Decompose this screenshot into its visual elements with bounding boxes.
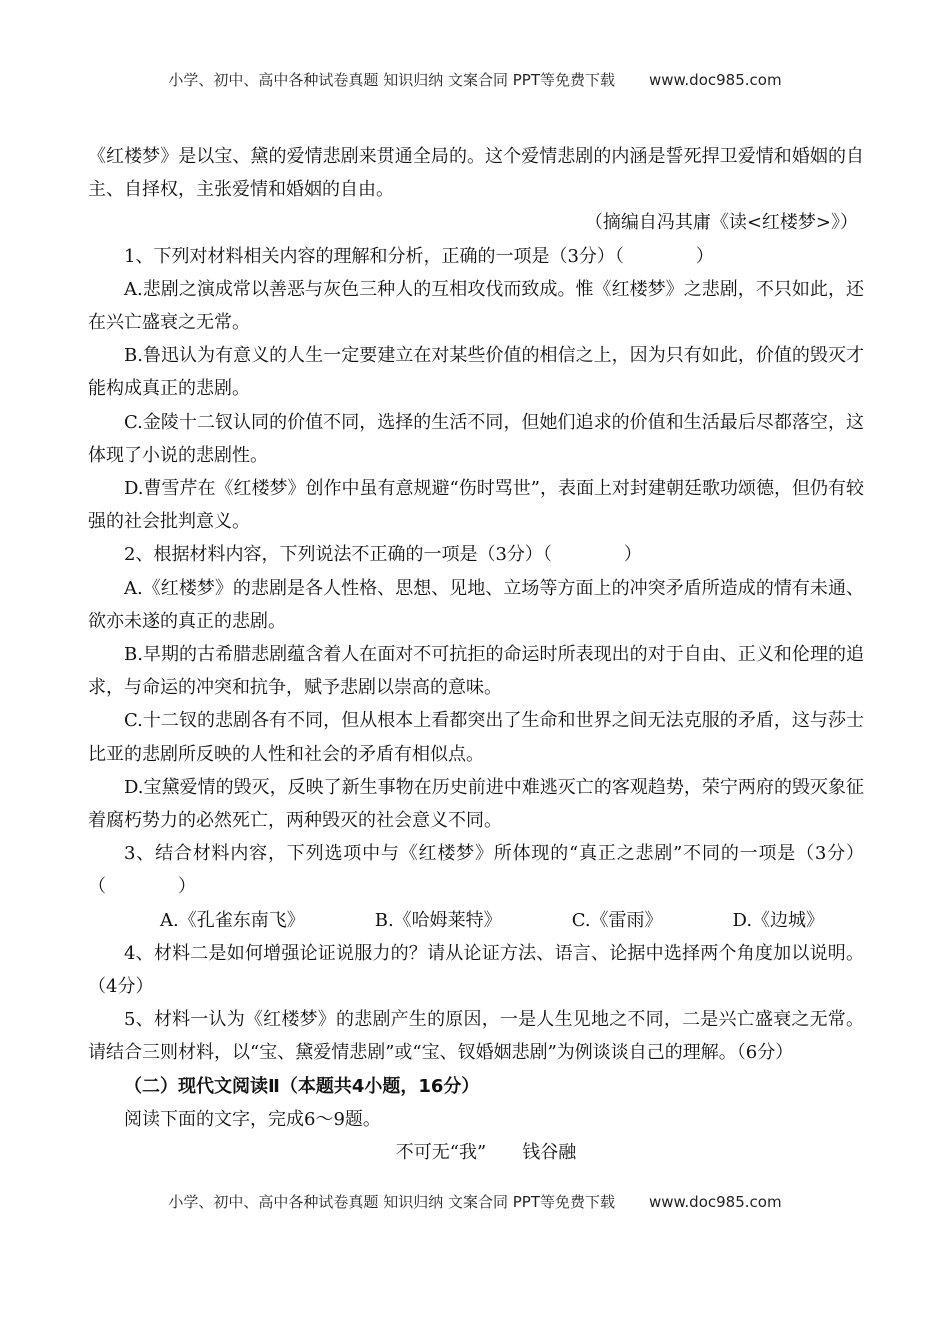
q1-option-c: C.金陵十二钗认同的价值不同，选择的生活不同，但她们追求的价值和生活最后尽都落空，这体现了小说的悲剧性。	[88, 411, 864, 466]
section-title: （二）现代文阅读Ⅱ（本题共4小题，16分）	[124, 1075, 480, 1097]
q2-option-d: D.宝黛爱情的毁灭，反映了新生事物在历史前进中难逃灭亡的客观趋势，荣宁两府的毁灭象征着腐朽势力的必然死亡，两种毁灭的社会意义不同。	[88, 776, 864, 832]
q2-option-b: B.早期的古希腊悲剧蕴含着人在面对不可抗拒的命运时所表现出的对于自由、正义和伦理的追求，与命运的冲突和抗争，赋予悲剧以崇高的意味。	[88, 644, 864, 699]
page-footer	[0, 1191, 950, 1212]
q3-stem: 3、结合材料内容，下列选项中与《红楼梦》所体现的“真正之悲剧”不同的一项是（3分）（ ）	[88, 843, 864, 898]
article-heading	[88, 1136, 864, 1169]
q3-option-d: D.《边城》	[732, 909, 825, 931]
q3-option-b: B.《哈姆莱特》	[374, 909, 502, 931]
q1-stem: 1、下列对材料相关内容的理解和分析，正确的一项是（3分）（ ）	[124, 245, 714, 267]
q3-option-a: A.《孔雀东南飞》	[160, 909, 305, 931]
q2-option-a: A.《红楼梦》的悲剧是各人性格、思想、见地、立场等方面上的冲突矛盾所造成的情有未通、欲亦未遂的真正的悲剧。	[88, 577, 864, 632]
intro-paragraph: 《红楼梦》是以宝、黛的爱情悲剧来贯通全局的。这个爱情悲剧的内涵是誓死捍卫爱情和婚姻的自主、自择权，主张爱情和婚姻的自由。	[88, 146, 864, 201]
header-site[interactable]: www.doc985.com	[648, 71, 782, 89]
article-author: 钱谷融	[522, 1142, 577, 1164]
q4-text: 4、材料二是如何增强论证说服力的？请从论证方法、语言、论据中选择两个角度加以说明。（4分）	[88, 942, 864, 998]
q2-stem: 2、根据材料内容，下列说法不正确的一项是（3分）（ ）	[124, 544, 642, 566]
page-header	[0, 69, 950, 90]
reading-instruction: 阅读下面的文字，完成6～9题。	[124, 1108, 381, 1130]
footer-text: 小学、初中、高中各种试卷真题 知识归纳 文案合同 PPT等免费下载	[168, 1193, 615, 1211]
footer-site[interactable]: www.doc985.com	[648, 1193, 782, 1211]
q3-options	[88, 904, 864, 937]
q1-option-d: D.曹雪芹在《红楼梦》创作中虽有意规避“伤时骂世”，表面上对封建朝廷歌功颂德，但仍有较强的社会批判意义。	[88, 478, 864, 533]
article-title: 不可无“我”	[395, 1142, 487, 1164]
q1-option-b: B.鲁迅认为有意义的人生一定要建立在对某些价值的相信之上，因为只有如此，价值的毁灭才能构成真正的悲剧。	[88, 345, 864, 400]
q3-option-c: C.《雷雨》	[571, 909, 663, 931]
q2-option-c: C.十二钗的悲剧各有不同，但从根本上看都突出了生命和世界之间无法克服的矛盾，这与莎士比亚的悲剧所反映的人性和社会的矛盾有相似点。	[88, 710, 864, 765]
q5-text: 5、材料一认为《红楼梦》的悲剧产生的原因，一是人生见地之不同，二是兴亡盛衰之无常。请结合三则材料，以“宝、黛爱情悲剧”或“宝、钗婚姻悲剧”为例谈谈自己的理解。（6分）	[88, 1009, 864, 1064]
document-body	[88, 140, 864, 1169]
header-text: 小学、初中、高中各种试卷真题 知识归纳 文案合同 PPT等免费下载	[168, 71, 615, 89]
q1-option-a: A.悲剧之演成常以善恶与灰色三种人的互相攻伐而致成。惟《红楼梦》之悲剧，不只如此，还在兴亡盛衰之无常。	[88, 278, 864, 334]
source-citation: （摘编自冯其庸《读<红楼梦>》）	[584, 212, 858, 234]
